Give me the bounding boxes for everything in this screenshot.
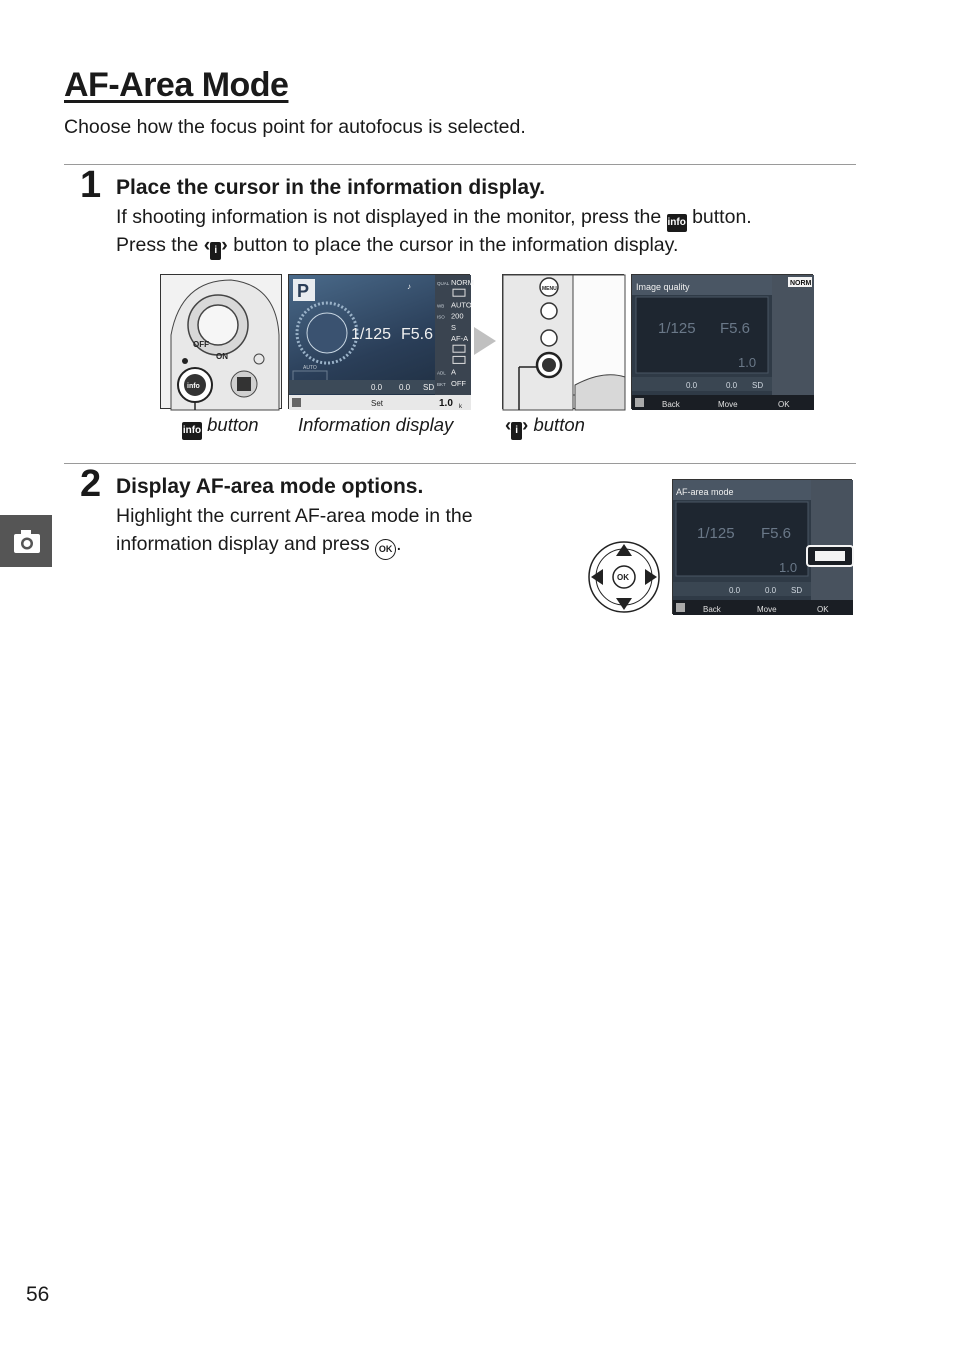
svg-text:1.0: 1.0 — [738, 355, 757, 370]
camera-edit-button-illustration — [502, 274, 624, 409]
svg-text:0.0: 0.0 — [726, 381, 738, 390]
page-title: AF-Area Mode — [64, 66, 289, 104]
ok-button-label: OK — [617, 573, 629, 582]
step-2-line-1: Highlight the current AF-area mode in the — [116, 505, 473, 527]
camera-info-label: info — [187, 383, 200, 390]
svg-text:F5.6: F5.6 — [720, 320, 751, 337]
af-area-mode-screen — [672, 479, 852, 614]
info-button-icon: info — [182, 422, 202, 440]
af-back-label: Back — [703, 605, 721, 614]
auto-label: AUTO — [303, 365, 317, 371]
image-quality-header: Image quality — [636, 282, 690, 292]
info-row-label: QUAL — [437, 281, 450, 286]
quality-ok-label: OK — [778, 400, 790, 409]
image-quality-screen — [631, 274, 813, 409]
multi-selector-icon — [586, 540, 662, 614]
info-row-label: ADL — [437, 370, 446, 376]
menu-button-label: MENU — [542, 286, 557, 292]
info-row-label: WB — [437, 303, 445, 309]
information-display-screen — [288, 274, 474, 410]
frames-remaining: 1.0 — [439, 398, 453, 409]
frames-unit: k — [459, 404, 462, 410]
quality-back-label: Back — [662, 400, 680, 409]
section-divider — [64, 164, 856, 165]
set-label: Set — [371, 399, 384, 408]
info-row-label: BKT — [437, 381, 446, 387]
section-divider — [64, 463, 856, 464]
svg-text:F5.6: F5.6 — [761, 525, 792, 542]
info-row-value: 200 — [451, 311, 464, 321]
svg-text:0.0: 0.0 — [729, 586, 741, 595]
svg-text:♪: ♪ — [407, 282, 411, 291]
ok-icon: OK — [375, 539, 396, 560]
on-label: ON — [216, 352, 228, 361]
info-row-value: A — [451, 367, 457, 377]
edit-button-icon: ‹ i › — [204, 234, 228, 256]
caption-edit-button: ‹ i › button — [505, 414, 585, 440]
info-row-value: AF-A — [451, 334, 469, 343]
info-row-value: OFF — [451, 378, 466, 388]
next-arrow-icon — [472, 325, 498, 357]
svg-text:1.0: 1.0 — [779, 560, 798, 575]
step-1-heading: Place the cursor in the information display. — [116, 176, 546, 199]
page-intro: Choose how the focus point for autofocus is selected. — [64, 116, 526, 138]
info-row-value: AUTO — [451, 300, 472, 310]
edit-button-icon: ‹ i › — [505, 414, 528, 435]
svg-text:NORM: NORM — [790, 280, 812, 287]
info-row-value: NORM — [451, 278, 474, 287]
caption-information-display: Information display — [298, 414, 454, 435]
page-number: 56 — [26, 1283, 50, 1306]
svg-text:SD: SD — [791, 586, 803, 595]
shutter-speed: 1/125 — [351, 326, 392, 343]
picture-control: SD — [423, 383, 435, 392]
af-move-label: Move — [757, 605, 777, 614]
flash-comp: 0.0 — [399, 383, 411, 392]
info-row-label: ISO — [437, 314, 445, 320]
svg-text:0.0: 0.0 — [765, 586, 777, 595]
af-area-header: AF-area mode — [676, 487, 734, 497]
camera-icon — [0, 515, 52, 567]
step-1-line-1: If shooting information is not displayed in the monitor, press the info button. — [116, 204, 856, 232]
step-1-number: 1 — [80, 164, 102, 206]
off-label: OFF — [193, 340, 209, 349]
svg-text:1/125: 1/125 — [697, 525, 735, 542]
step-2-line-2: information display and press OK . — [116, 531, 556, 560]
camera-info-button-illustration — [160, 274, 282, 409]
step-2-body — [116, 503, 556, 560]
step-2-heading: Display AF-area mode options. — [116, 475, 424, 498]
af-ok-label: OK — [817, 605, 829, 614]
svg-text:SD: SD — [752, 381, 764, 390]
step-1-body — [116, 204, 856, 260]
shooting-mode: P — [297, 281, 310, 301]
exposure-comp: 0.0 — [371, 383, 383, 392]
step-2-number: 2 — [80, 463, 102, 505]
svg-text:1/125: 1/125 — [658, 320, 696, 337]
info-row-value: S — [451, 322, 457, 332]
chapter-tab — [0, 515, 52, 567]
info-button-icon: info — [667, 214, 687, 232]
quality-move-label: Move — [718, 400, 738, 409]
caption-info-button: info button — [182, 414, 259, 440]
aperture: F5.6 — [401, 326, 434, 343]
step-1-line-2: Press the ‹ i › button to place the cursor in the information display. — [116, 232, 856, 260]
svg-text:0.0: 0.0 — [686, 381, 698, 390]
